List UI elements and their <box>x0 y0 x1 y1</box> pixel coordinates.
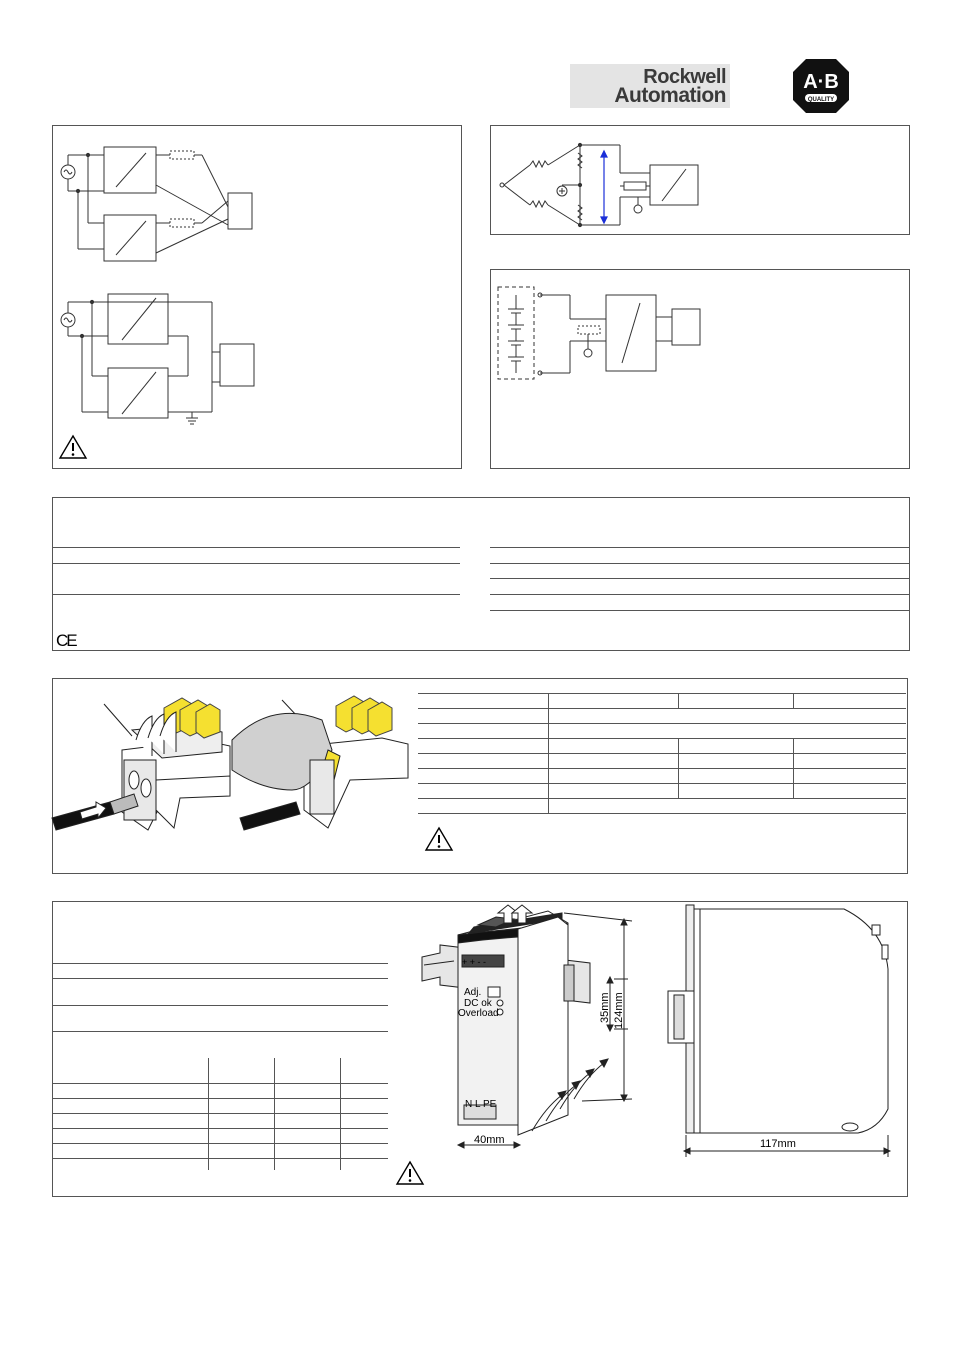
dc-ok-label: DC ok <box>464 998 492 1009</box>
width-dimension: 40mm <box>474 1134 505 1146</box>
spec-rule <box>490 578 910 579</box>
warning-icon <box>424 826 454 852</box>
warning-icon <box>58 434 88 460</box>
specification-panel <box>52 497 910 651</box>
warning-icon <box>395 1160 425 1186</box>
mount-rule <box>52 1158 388 1159</box>
mount-rule <box>52 1128 388 1129</box>
table-rule <box>418 708 906 709</box>
spec-rule <box>490 563 910 564</box>
table-rule <box>418 783 906 784</box>
spec-rule <box>490 594 910 595</box>
spec-rule <box>52 547 460 548</box>
table-rule <box>418 723 906 724</box>
side-view-drawing <box>660 895 910 1160</box>
table-col-rule <box>678 738 679 798</box>
badge-sub-text: QUALITY <box>807 97 835 103</box>
table-rule <box>418 813 906 814</box>
parallel-wiring-diagram-1 <box>52 125 462 305</box>
height-dimension: 124mm <box>613 992 625 1029</box>
bottom-terminal-label: N L PE <box>465 1099 497 1110</box>
top-terminal-label: + + - - <box>462 957 487 967</box>
mount-rule <box>52 978 388 979</box>
mount-col-rule <box>208 1058 209 1170</box>
table-rule <box>418 693 906 694</box>
logo-line-2: Automation <box>614 84 726 107</box>
rail-dimension: 35mm <box>599 992 611 1023</box>
depth-dimension: 117mm <box>760 1138 796 1150</box>
spec-rule <box>490 610 910 611</box>
overload-label: Overload <box>458 1008 499 1019</box>
spec-rule <box>52 594 460 595</box>
bridge-circuit-diagram <box>490 125 910 235</box>
wire-insertion-illustration <box>52 690 232 840</box>
rockwell-automation-logo <box>570 64 730 108</box>
table-rule <box>418 738 906 739</box>
mount-col-rule <box>340 1058 341 1170</box>
mount-rule <box>52 1098 388 1099</box>
mount-col-rule <box>274 1058 275 1170</box>
table-col-rule <box>548 693 549 813</box>
ce-mark: CE <box>56 631 76 650</box>
table-col-rule <box>793 738 794 798</box>
mount-rule <box>52 963 388 964</box>
logo-line-1: Rockwell <box>643 66 726 88</box>
spec-rule <box>490 547 910 548</box>
table-col-rule <box>678 693 679 708</box>
mount-rule <box>52 1143 388 1144</box>
table-rule <box>418 753 906 754</box>
front-view-drawing <box>414 895 644 1160</box>
mount-rule <box>52 1083 388 1084</box>
adj-label: Adj. <box>464 987 482 998</box>
mount-rule <box>52 1005 388 1006</box>
battery-circuit-diagram <box>490 269 910 389</box>
mount-rule <box>52 1113 388 1114</box>
table-col-rule <box>793 693 794 708</box>
table-rule <box>418 768 906 769</box>
parallel-wiring-diagram-2 <box>52 290 462 440</box>
allen-bradley-quality-badge <box>792 58 850 114</box>
spec-rule <box>52 563 460 564</box>
table-rule <box>418 798 906 799</box>
mount-rule <box>52 1031 388 1032</box>
finger-release-illustration <box>232 690 412 840</box>
badge-text: A·B <box>803 71 839 93</box>
